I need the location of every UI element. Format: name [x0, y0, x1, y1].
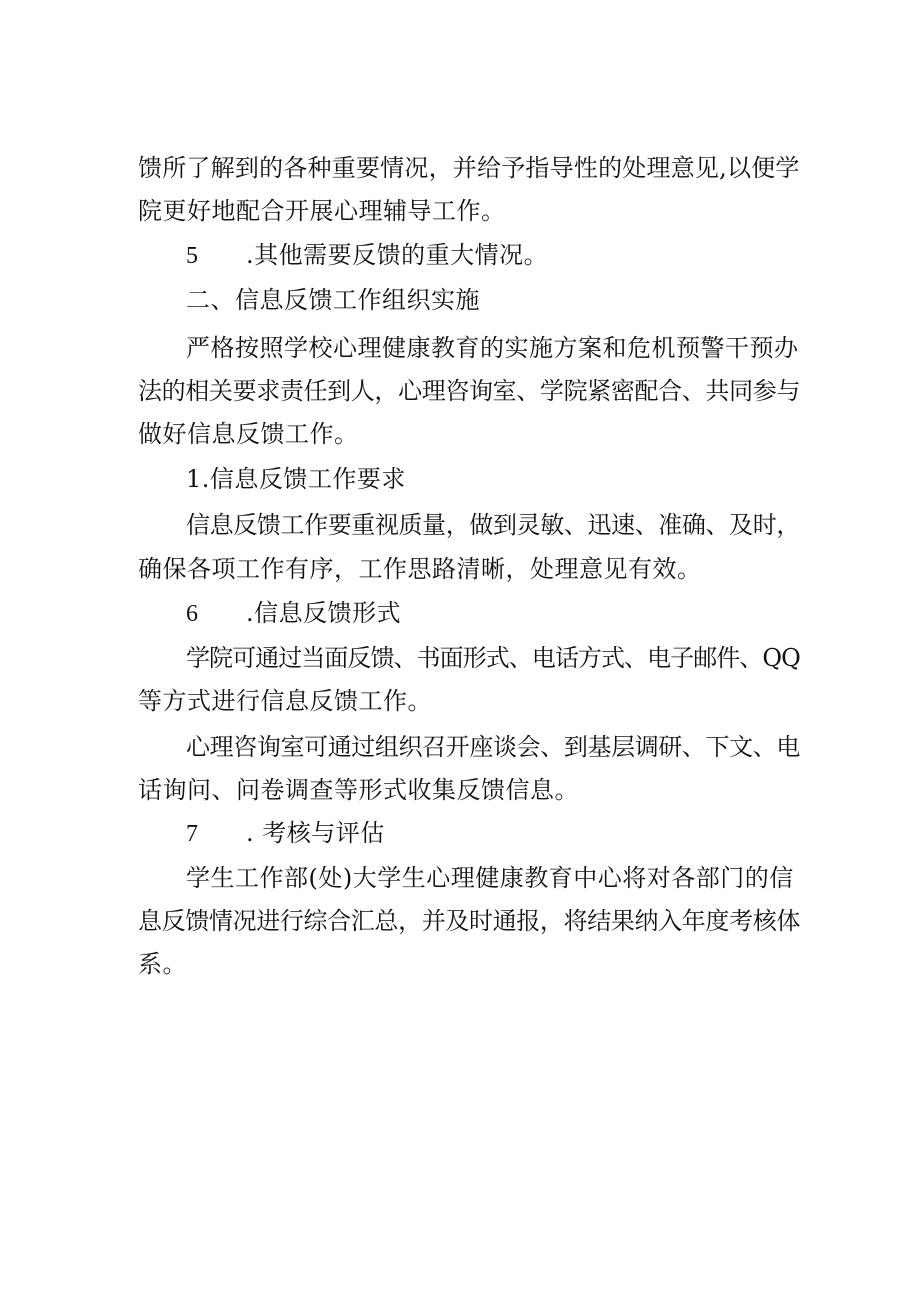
item-number: 6	[186, 601, 199, 627]
item-number: 7	[186, 821, 199, 847]
paragraph-line: 学院可通过当面反馈、书面形式、电话方式、电子邮件、QQ	[186, 644, 800, 672]
numbered-item-7	[186, 818, 385, 849]
numbered-item-6	[186, 598, 401, 629]
item-text: . 考核与评估	[246, 819, 385, 847]
item-text: .其他需要反馈的重大情况。	[246, 241, 549, 269]
paragraph-line: 严格按照学校心理健康教育的实施方案和危机预警干预办	[186, 334, 799, 362]
item-number: 5	[186, 243, 199, 269]
section-heading: 二、信息反馈工作组织实施	[186, 286, 480, 314]
paragraph-line: 做好信息反馈工作。	[138, 420, 359, 448]
paragraph-line: 息反馈情况进行综合汇总，并及时通报，将结果纳入年度考核体	[138, 907, 800, 935]
paragraph-line: 系。	[138, 950, 187, 978]
item-text: .信息反馈形式	[246, 599, 402, 627]
paragraph-line: 学生工作部(处)大学生心理健康教育中心将对各部门的信	[186, 864, 794, 892]
paragraph-line: 法的相关要求责任到人，心理咨询室、学院紧密配合、共同参与	[138, 377, 800, 405]
paragraph-line: 馈所了解到的各种重要情况，并给予指导性的处理意见,以便学	[138, 154, 800, 182]
paragraph-line: 确保各项工作有序，工作思路清晰，处理意见有效。	[138, 555, 702, 583]
paragraph-line: 心理咨询室可通过组织召开座谈会、到基层调研、下文、电	[186, 733, 800, 761]
paragraph-line: 信息反馈工作要重视质量，做到灵敏、迅速、准确、及时，	[186, 511, 800, 539]
numbered-item-5	[186, 240, 548, 271]
paragraph-line: 话询问、问卷调查等形式收集反馈信息。	[138, 776, 579, 804]
paragraph-line: 等方式进行信息反馈工作。	[138, 687, 432, 715]
subheading-1: 1.信息反馈工作要求	[186, 465, 406, 493]
paragraph-line: 院更好地配合开展心理辅导工作。	[138, 197, 506, 225]
